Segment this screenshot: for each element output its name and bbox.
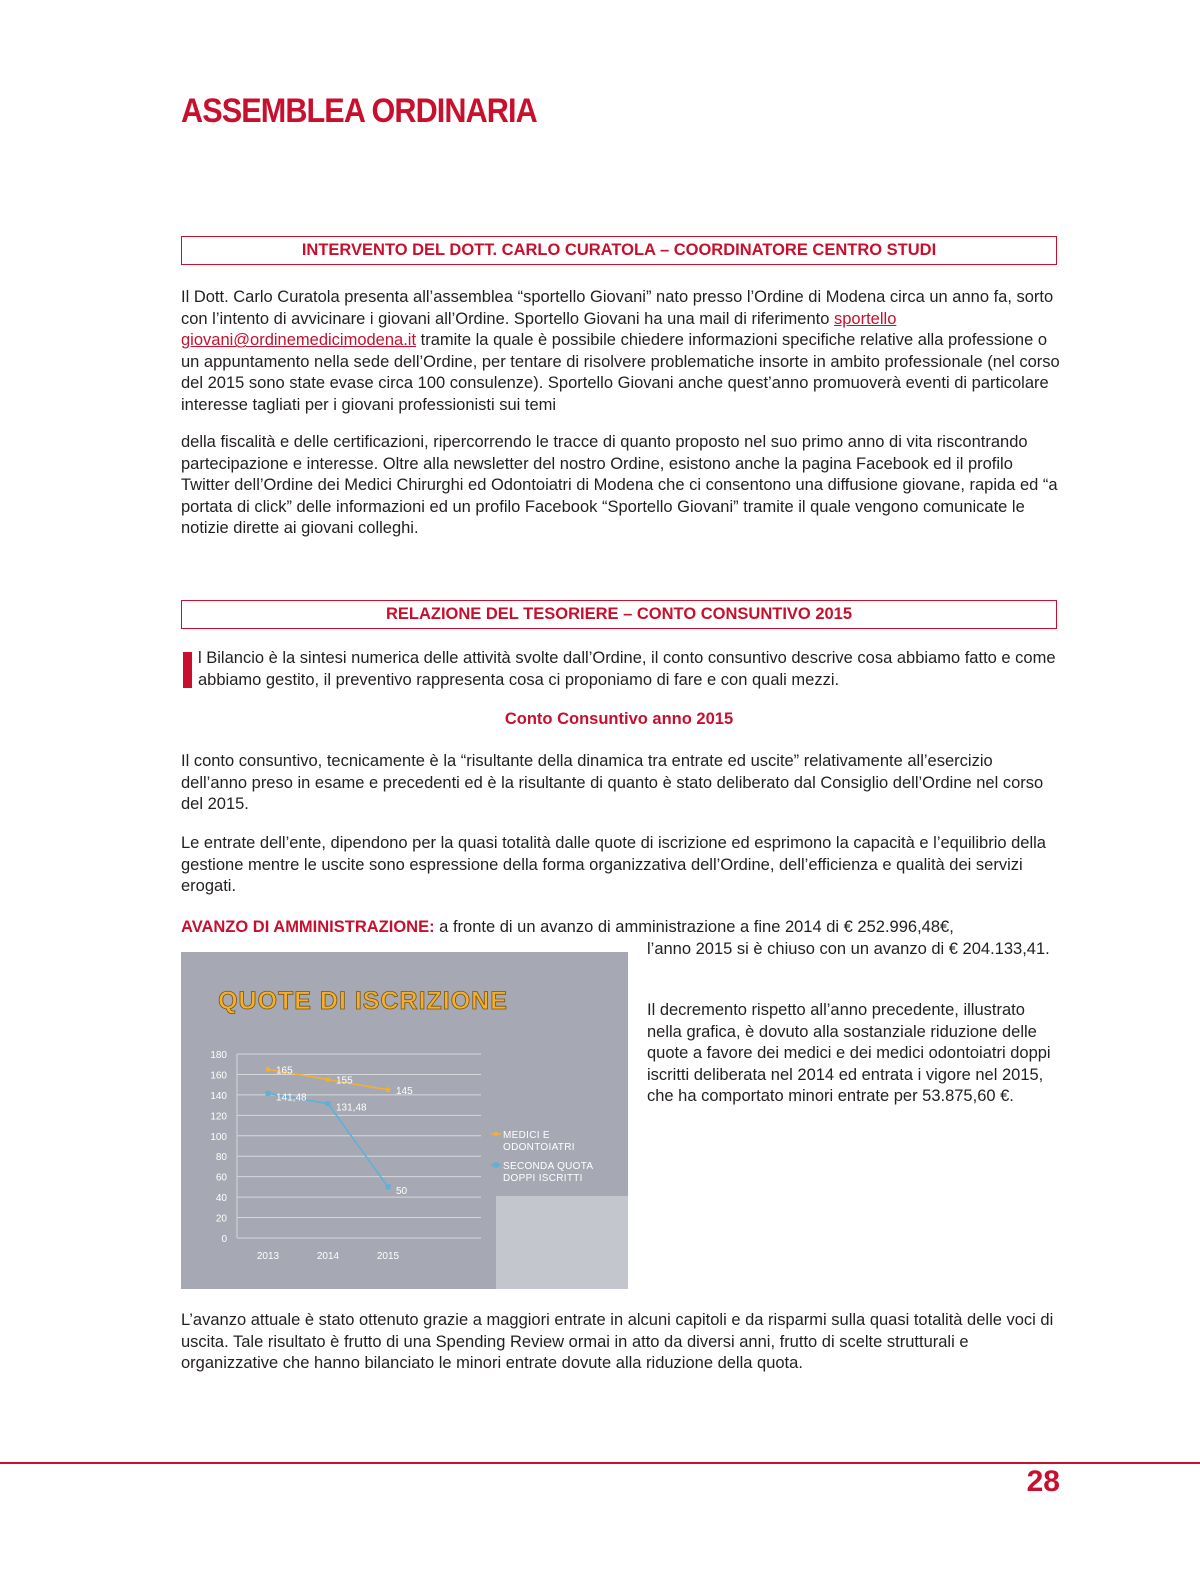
chart-ytick-label: 0 (221, 1234, 227, 1245)
paragraph-conto-consuntivo: Il conto consuntivo, tecnicamente è la “risultante della dinamica tra entrate ed uscite” relativamente all’esercizio dell’anno preso in esame e precedenti ed è la risultante di quanto è stato deliberato dal Consiglio dell’Ordine nel corso del 2015. (181, 752, 1044, 814)
chart-legend-label-line: MEDICI E (503, 1130, 550, 1141)
chart-data-label: 145 (396, 1085, 413, 1097)
chart-xtick-label: 2015 (376, 1251, 400, 1262)
section-heading-text: INTERVENTO DEL DOTT. CARLO CURATOLA – COORDINATORE CENTRO STUDI (301, 241, 937, 259)
page-title: ASSEMBLEA ORDINARIA (181, 92, 537, 130)
chart-point (386, 1184, 391, 1189)
paragraph-entrate: Le entrate dell’ente, dipendono per la quasi totalità dalle quote di iscrizione ed esprimono la capacità e l’equilibrio della gestione mentre le uscite sono espressione della forma organizzativa dell’Ordine, dell’efficienza e qualità dei servizi erogati. (181, 834, 1046, 896)
paragraph-closing: L’avanzo attuale è stato ottenuto grazie a maggiori entrate in alcuni capitoli e da risparmi sulla quasi totalità delle voci di uscita. Tale risultato è frutto di una Spending Review ormai in atto da diversi anni, frutto di scelte strutturali e organizzative che hanno bilanciato le minori entrate dovute alla riduzione della quota. (181, 1311, 1054, 1373)
paragraph-fiscalita: della fiscalità e delle certificazioni, ripercorrendo le tracce di quanto proposto nel suo primo anno di vita riscontrando partecipazione e interesse. Oltre alla newsletter del nostro Ordine, esistono anche la pagina Facebook ed il profilo Twitter dell’Ordine dei Medici Chirurghi ed Odontoiatri di Modena che ci consentono una diffusione giovane, rapida ed “a portata di click” delle informazioni ed un profilo Facebook “Sportello Giovani” tramite il quale vengono comunicate le notizie dirette ai giovani colleghi. (181, 433, 1058, 538)
chart-xtick-label: 2014 (316, 1251, 340, 1262)
chart-point (326, 1077, 331, 1082)
chart-ytick-label: 140 (210, 1090, 227, 1102)
paragraph-bilancio-intro: l Bilancio è la sintesi numerica delle attività svolte dall’Ordine, il conto consuntivo descrive cosa abbiamo fatto e come abbiamo gestito, il preventivo rappresenta cosa ci proponiamo di fare e con quali mezzi. (181, 648, 1061, 691)
chart-legend-label-line: SECONDA QUOTA (503, 1161, 594, 1172)
chart-legend-label-line: DOPPI ISCRITTI (503, 1173, 583, 1184)
page-number: 28 (1026, 1465, 1060, 1498)
chart-xtick-label: 2013 (256, 1251, 280, 1262)
chart-ytick-label: 120 (210, 1111, 227, 1123)
chart-legend-swatch-marker (494, 1163, 499, 1168)
drop-cap-mark (183, 652, 192, 688)
chart-point (266, 1091, 271, 1096)
chart-data-label: 165 (276, 1065, 293, 1077)
chart-ytick-label: 20 (215, 1213, 227, 1225)
paragraph-avanzo: AVANZO DI AMMINISTRAZIONE: a fronte di un avanzo di amministrazione a fine 2014 di € 252.996,48€, (181, 918, 954, 936)
chart-series-line (268, 1093, 388, 1187)
chart-ytick-label: 180 (210, 1050, 227, 1061)
chart-svg (181, 952, 628, 1289)
chart-ytick-label: 40 (215, 1193, 227, 1205)
avanzo-label: AVANZO DI AMMINISTRAZIONE: (181, 918, 435, 936)
chart-ytick-label: 80 (215, 1152, 227, 1164)
paragraph-sportello-giovani: Il Dott. Carlo Curatola presenta all’assemblea “sportello Giovani” nato presso l’Ordine di Modena circa un anno fa, sorto con l’intento di avvicinare i giovani all’Ordine. Sportello Giovani ha una mail di riferimento sportello giovani@ordinemedicimodena.it tramite la quale è possibile chiedere informazioni specifiche relative alla professione o un appuntamento nella sede dell’Ordine, per tentare di risolvere problematiche insorte in ambito professionale (nel corso del 2015 sono state evase circa 100 consulenze). Sportello Giovani anche quest’anno promuoverà eventi di particolare interesse tagliati per i giovani professionisti sui temi (181, 288, 1060, 414)
chart-point (266, 1067, 271, 1072)
chart-data-label: 141,48 (276, 1092, 307, 1104)
chart-legend-panel-bg (496, 1196, 628, 1289)
chart-ytick-label: 60 (215, 1172, 227, 1184)
chart-title: QUOTE DI ISCRIZIONE (218, 987, 508, 1015)
chart-ytick-label: 100 (210, 1131, 227, 1143)
chart-ytick-label: 160 (210, 1070, 227, 1082)
side-text-avanzo-2015: l’anno 2015 si è chiuso con un avanzo di € 204.133,41. (647, 940, 1050, 958)
chart-legend-swatch-marker (494, 1132, 498, 1136)
section-heading-intervento (181, 236, 1057, 265)
footer-rule (0, 1462, 1200, 1464)
chart-legend-label (503, 1161, 593, 1184)
chart-legend-label (503, 1130, 575, 1153)
side-text-decremento: Il decremento rispetto all’anno precedente, illustrato nella grafica, è dovuto alla sostanziale riduzione delle quote a favore dei medici e dei medici odontoiatri doppi iscritti deliberata nel 2014 ed entrata i vigore nel 2015, che ha comportato minori entrate per 53.875,60 €. (647, 1001, 1051, 1106)
chart-data-label: 155 (336, 1075, 353, 1087)
section-heading-text: RELAZIONE DEL TESORIERE – CONTO CONSUNTIVO 2015 (385, 605, 853, 623)
chart-point (326, 1101, 331, 1106)
subtitle-conto-consuntivo: Conto Consuntivo anno 2015 (504, 710, 734, 728)
chart-legend (491, 1130, 593, 1184)
email-link[interactable]: sportello giovani@ordinemedicimodena.it (181, 309, 897, 350)
chart-legend-label-line: ODONTOIATRI (503, 1142, 575, 1153)
chart-point (386, 1087, 391, 1092)
chart-data-label: 50 (396, 1185, 408, 1197)
section-heading-tesoriere (181, 600, 1057, 629)
chart-data-label: 131,48 (336, 1102, 367, 1114)
chart-quote-iscrizione (181, 952, 628, 1289)
